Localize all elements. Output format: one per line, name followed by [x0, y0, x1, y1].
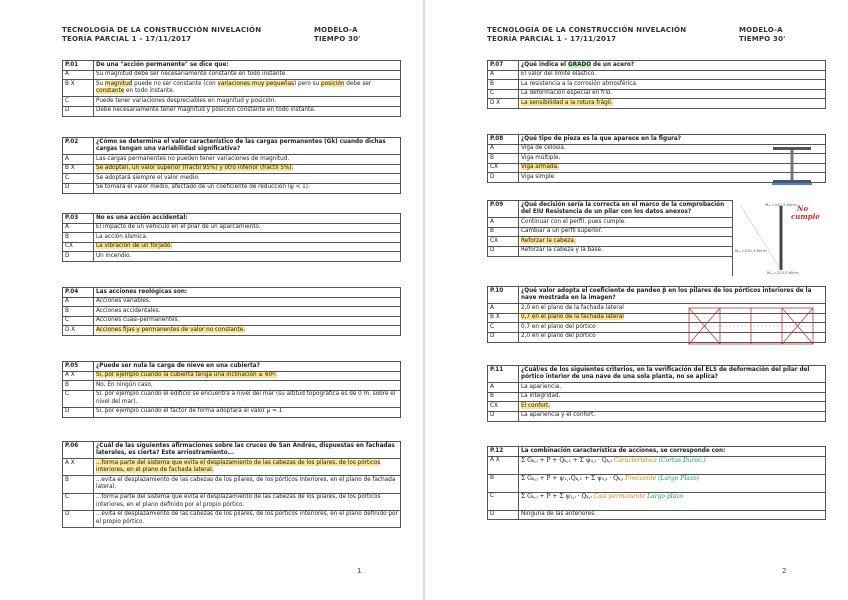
- option-key: A X: [63, 459, 94, 476]
- option-key: B: [488, 474, 519, 492]
- question-id: P.12: [488, 447, 519, 457]
- option-key: B: [63, 381, 94, 391]
- built-up-beam-icon: [767, 144, 817, 188]
- option-key: D: [488, 246, 519, 256]
- option-text: Viga múltiple.: [519, 154, 826, 164]
- question-text: ¿Qué indica el GRADO de un acero?: [519, 61, 826, 71]
- question-text: ¿Cuál de las siguientes afirmaciones sobre las cruces de San Andrés, dispuestas en fachadas laterales, es cierta? Este arriostramiento...: [94, 442, 401, 459]
- question-text: ¿Qué valor adopta el coeficiente de pandeo β en los pilares de los pórticos interiores de la nave mostrada en la imagen?: [519, 287, 826, 304]
- question-text: La combinación característica de acciones, se corresponde con:: [519, 447, 826, 457]
- option-text: 2,0 en el plano de la fachada lateral: [519, 304, 826, 314]
- option-text: ...forma parte del sistema que evita el desplazamiento de las cabezas de los pilares, de los pórticos interiores, en el plano definido por el propio pórtico.: [94, 493, 401, 510]
- option-key: CX: [488, 402, 519, 412]
- option-text: Σ Gₖ,ⱼ + P + Σ ψ₂,ᵢ · Qₖ,ᵢ Casi permanente Largo plazo: [519, 492, 826, 510]
- option-key: B X: [488, 313, 519, 323]
- option-text: Su magnitud debe ser necesariamente constante en todo instante.: [94, 70, 401, 80]
- question-id: P.10: [488, 287, 519, 304]
- handwritten-note: cumple: [791, 212, 820, 221]
- option-text: Sí, por ejemplo cuando la cubierta tenga una inclinación ≥ 60º.: [94, 371, 401, 381]
- question-id: P.03: [63, 214, 94, 224]
- page-2-header-model: MODELO-A TIEMPO 30': [739, 26, 786, 43]
- option-key: C: [63, 316, 94, 326]
- option-text: La integridad.: [519, 392, 826, 402]
- question-p11: [487, 365, 826, 422]
- option-text: ...evita el desplazamiento de las cabezas de los pilares, de los pórticos interiores, en el plano de fachada lateral.: [94, 476, 401, 493]
- question-text: ¿Puede ser nula la carga de nieve en una cubierta?: [94, 362, 401, 372]
- option-text: Se tomará el valor medio, afectado de un coeficiente de reducción (ψ < 1).: [94, 183, 401, 193]
- question-id: P.01: [63, 61, 94, 71]
- page-number: 2: [782, 567, 787, 575]
- option-key: A: [488, 70, 519, 80]
- option-text: Sí, por ejemplo cuando el edificio se encuentra a nivel del mar (su altitud topográfica es de 0 m. sobre el nivel del mar).: [94, 390, 401, 407]
- option-key: D: [63, 183, 94, 193]
- option-text: La resistencia a la corrosión atmosférica.: [519, 80, 826, 90]
- option-key: C: [63, 493, 94, 510]
- question-p12: [487, 446, 826, 520]
- option-key: D X: [63, 326, 94, 336]
- question-id: P.02: [63, 138, 94, 155]
- option-text: No, En ningún caso.: [94, 381, 401, 391]
- option-text: Ninguna de las anteriores.: [519, 510, 826, 520]
- option-text: Su magnitud puede no ser constante (con variaciones muy pequeñas) pero su posición debe ser constante en todo instante.: [94, 80, 401, 97]
- page-2: [425, 0, 848, 600]
- option-text: Σ Gₖ,ⱼ + P + ψ₁,₁Qₖ,₁ + Σ ψ₂,ᵢ · Qₖ,ᵢ Frecuente (Largo Plazo): [519, 474, 826, 492]
- option-text: Acciones accidentales.: [94, 307, 401, 317]
- option-key: CX: [63, 242, 94, 252]
- option-text: Viga simple.: [519, 173, 826, 183]
- option-key: A: [488, 304, 519, 314]
- question-id: P.11: [488, 366, 519, 383]
- question-id: P.06: [63, 442, 94, 459]
- question-id: P.04: [63, 288, 94, 298]
- question-id: P.07: [488, 61, 519, 71]
- option-text: El confort.: [519, 402, 826, 412]
- option-text: La apariencia y el confort.: [519, 411, 826, 421]
- question-p06: [62, 441, 401, 528]
- option-text: Puede tener variaciones despreciables en magnitud y posición.: [94, 97, 401, 107]
- option-key: D: [63, 252, 94, 262]
- question-text: Las acciones reológicas son:: [94, 288, 401, 298]
- option-key: B X: [63, 164, 94, 174]
- option-key: A: [63, 297, 94, 307]
- option-key: CX: [488, 237, 519, 247]
- option-key: D: [63, 106, 94, 116]
- question-p04: [62, 287, 401, 336]
- option-key: D: [63, 407, 94, 417]
- option-text: Reforzar la cabeza.: [519, 237, 826, 247]
- page-2-header-title: TECNOLOGÍA DE LA CONSTRUCCIÓN NIVELACIÓN TEORÍA PARCIAL 1 - 17/11/2017: [487, 26, 687, 43]
- option-key: C: [488, 89, 519, 99]
- question-p01: [62, 60, 401, 117]
- option-text: 2,0 en el plano del pórtico: [519, 332, 826, 342]
- option-text: La acción sísmica.: [94, 233, 401, 243]
- question-text: ¿Qué decisión sería la correcta en el marco de la comprobación del EIU Resistencia de un pilar con los datos anexos?: [519, 201, 826, 218]
- question-p08-wrap: [487, 134, 826, 190]
- option-text: 0,7 en el plano de la fachada lateral: [519, 313, 826, 323]
- option-key: A: [63, 223, 94, 233]
- option-text: ...forma parte del sistema que evita el desplazamiento de las cabezas de los pilares, de los pórticos interiores, en el plano de fachada lateral.: [94, 459, 401, 476]
- option-key: D: [63, 510, 94, 527]
- question-text: ¿Cómo se determina el valor característico de las cargas permanentes (Gk) cuando dichas cargas tengan una variabilidad significativa?: [94, 138, 401, 155]
- option-text: La deformación especial en frío.: [519, 89, 826, 99]
- option-text: Viga de celosía.: [519, 144, 826, 154]
- option-key: C: [63, 97, 94, 107]
- option-text: Acciones variables.: [94, 297, 401, 307]
- option-key: A X: [488, 456, 519, 474]
- option-text: Continuar con el perfil, pues cumple.: [519, 218, 826, 228]
- option-key: D: [488, 510, 519, 520]
- option-key: A: [488, 218, 519, 228]
- question-text: ¿Qué tipo de pieza es la que aparece en la figura?: [519, 135, 826, 145]
- option-text: Se adoptan, un valor superior (fractil 95%) y otro inferior (fractil 5%).: [94, 164, 401, 174]
- page-1-header-title: TECNOLOGÍA DE LA CONSTRUCCIÓN NIVELACIÓN TEORÍA PARCIAL 1 - 17/11/2017: [62, 26, 262, 43]
- option-key: C: [63, 390, 94, 407]
- option-text: Acciones cuasi-permanentes.: [94, 316, 401, 326]
- moment-top-label: Mₑₓ=242,5 kN·m: [765, 202, 797, 207]
- option-key: A: [488, 383, 519, 393]
- page-1-header-model: MODELO-A TIEMPO 30': [314, 26, 361, 43]
- question-text: No es una acción accidental:: [94, 214, 401, 224]
- option-text: Reforzar la cabeza y la base.: [519, 246, 826, 256]
- option-text: La sensibilidad a la rotura frágil.: [519, 99, 826, 109]
- option-key: CX: [488, 163, 519, 173]
- column-moment-figure: [732, 200, 827, 276]
- question-id: P.05: [63, 362, 94, 372]
- option-key: B: [488, 154, 519, 164]
- question-text: ¿Cuál/es de los siguientes criterios, en la verificación del ELS de deformación del pilar del pórtico interior de una nave de una sola planta, no se aplica?: [519, 366, 826, 383]
- option-text: Viga armada.: [519, 163, 826, 173]
- option-text: Σ Gₖ,ⱼ + P + Qₖ,₁ + Σ ψ₀,ᵢ · Qₖ,ᵢ Caracteristica (Cortas Durac.): [519, 456, 826, 474]
- option-text: Sí, por ejemplo cuando el factor de forma adoptará el valor μ = 1: [94, 407, 401, 417]
- option-key: D: [488, 332, 519, 342]
- page-number: 1: [357, 567, 362, 575]
- option-key: A: [63, 155, 94, 165]
- question-id: P.08: [488, 135, 519, 145]
- question-p07: [487, 60, 826, 109]
- option-key: D: [488, 173, 519, 183]
- page-1: [0, 0, 423, 600]
- option-key: A X: [63, 371, 94, 381]
- question-p05: [62, 361, 401, 418]
- option-key: B: [63, 233, 94, 243]
- question-p02: [62, 137, 401, 194]
- moment-mid-label: Mₑₓ=232,3 kN·m: [735, 248, 767, 253]
- question-text: De una "acción permanente" se dice que:: [94, 61, 401, 71]
- option-key: C: [63, 174, 94, 184]
- option-key: B: [63, 307, 94, 317]
- option-text: Acciones fijas y permanentes de valor no constante.: [94, 326, 401, 336]
- option-text: ...evita el desplazamiento de las cabezas de los pilares, de los pórticos interiores, en el plano definido por el propio pórtico.: [94, 510, 401, 527]
- handwritten-note: No: [797, 204, 809, 213]
- option-text: La apariencia.: [519, 383, 826, 393]
- option-text: Cambiar a un perfil superior.: [519, 227, 826, 237]
- option-key: D X: [488, 99, 519, 109]
- option-key: A: [488, 144, 519, 154]
- option-text: La vibración de un forjado.: [94, 242, 401, 252]
- option-key: B: [488, 80, 519, 90]
- option-key: B: [488, 227, 519, 237]
- option-key: C: [488, 492, 519, 510]
- braced-frame-icon: [687, 304, 817, 346]
- option-key: C: [488, 323, 519, 333]
- option-key: D: [488, 411, 519, 421]
- option-key: B X: [63, 80, 94, 97]
- option-text: Un incendio.: [94, 252, 401, 262]
- option-text: El impacto de un vehículo en el pilar de un aparcamiento.: [94, 223, 401, 233]
- option-key: B: [488, 392, 519, 402]
- question-p03: [62, 213, 401, 262]
- option-key: B: [63, 476, 94, 493]
- option-text: Debe necesariamente tener magnitud y posición constante en todo instante.: [94, 106, 401, 116]
- option-text: El valor del límite elástico.: [519, 70, 826, 80]
- option-text: Se adoptará siempre el valor medio.: [94, 174, 401, 184]
- option-text: 0,7 en el plano del pórtico: [519, 323, 826, 333]
- question-id: P.09: [488, 201, 519, 218]
- moment-bottom-label: Mₑₓ=223,5 kN·m: [767, 270, 799, 275]
- option-text: Las cargas permanentes no pueden tener variaciones de magnitud.: [94, 155, 401, 165]
- option-key: A: [63, 70, 94, 80]
